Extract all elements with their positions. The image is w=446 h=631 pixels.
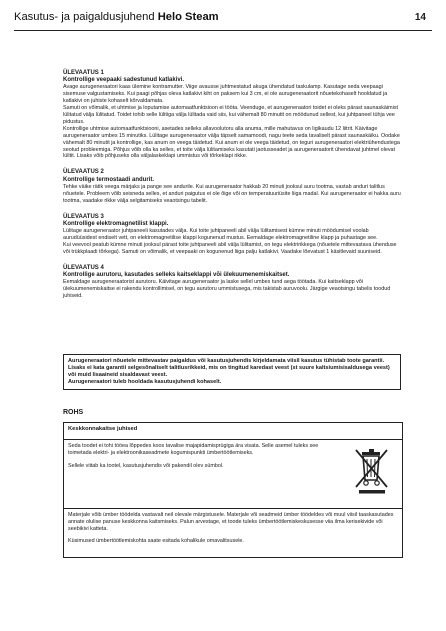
check-paragraph: Lülitage aurugeneraator juhtpaneeli kasutades välja. Kui toite juhtpaneeli abil välja lülitamisest kümne minuti möödumisel voolab aurudüüsidest endiselt vett, on elektromagnetilise klappi kogunenud mustus. Eemaldage elektromagnetiline klapp ja puhastage see. [63,227,378,241]
check-paragraph: Avage aurugeneraatori kaas ülemine kontramutter. Viige avausse juhtmestatud akuga ühendatud taskulamp. Kasutage seda veepaagi sisemuse valgustamiseks. Kui paagi põhjas oleva katlakivi kiht on paksem kui 3 cm, ei ole aurugeneraatorit nõuetekohaselt hooldatud ja katlakivi on juhiste kohaselt kõrvaldamata. [63,84,388,105]
check-paragraph: Eemaldage aurugeneraatorist aurutoru. Käivitage aurugeneraator ja laske sellel umbes tund aega töötada. Kui kaitseklapp või ülekuumenemiskaitse ei rakendu kontrollimisel, on tegu aurutoru ummistusega, mis takistab auruvoolu. Järgige veaotsingu tabelis toodud juhiseid. [63,278,391,299]
notice-line: Lisaks ei kata garantii selgesõnaliselt talitlusrikkeid, mis on tingitud karedast veest (st suure kaltsiumisisaldusega veest) või muid lisaaineid sisaldavast veest. [68,365,390,378]
product-name: Helo Steam [157,11,219,23]
recycling-paragraph: Küsimused ümbertöötlemiskohta saate esitada kohalikule omavalitsusele. [68,538,244,545]
crossed-out-wheelie-bin-icon [350,446,394,496]
check-title: Kontrollige veepaaki sadestunud katlakivi. [63,77,185,84]
check-paragraph: Kui veevool peatub kümne minuti jooksul pärast toite juhtpaneeli abil välja lülitamist, on tegu elektririkkega (nõuetele mittevastava ühenduse või trükkplaadi tõrkega). Samuti on võimalik, et veepaaki on kogunenud liiga palju katlakivi. Vaadake lõevatust 1 käsitlevaid suuniseid. [63,241,397,255]
check-label: ÜLEVAATUS 3 [63,213,104,220]
check-label: ÜLEVAATUS 2 [63,169,104,176]
notice-line: Aurugeneraatori tuleb hooldada kasutusjuhendi kohaselt. [68,379,222,385]
page-number: 14 [414,12,426,23]
title-text: Kasutus- ja paigaldusjuhend [14,11,158,23]
check-title: Kontrollige termostaadi andurit. [63,176,155,183]
table-heading: Keskkonnakaitse juhised [64,423,402,440]
disposal-paragraph: Sellele viitab ka tootel, kasutusjuhendis või pakendil olev sümbol. [68,462,224,469]
check-4 [63,265,401,300]
page-header [14,8,432,31]
check-title: Kontrollige elektromagnetilist klappi. [63,220,169,227]
maintenance-checks [63,70,401,309]
recycling-paragraph: Materjale võib ümber töödelda vastavalt neil olevale märgistusele. Materjale või seadmeid ümber töödeldes või muul viisil taaskasutades annate olulise panuse keskkonna kaitsmiseks. Palun arvestage, et toode tuleks ümbertöötlemiskeskusesse viia ilma kerisekivide või seebikivi kattetа. [68,512,394,532]
rohs-heading: ROHS [63,409,84,416]
disposal-paragraph: Seda toodet ei tohi tööea lõppedes koos tavalise majapidamisprügiga ära visata. Selle asemel tuleks see toimetada elektri- ja elektroonikaseadmete kogumispunkti ümbertöötlemiseks. [68,443,319,456]
disposal-text [68,443,338,469]
check-paragraph: Kontrollige uhtmise automaatfunktsiooni, asetades selleks allavoolutoru alla anuma, mille mahutavus on ligikaudu 12 liitrit. Käivitage aurugeneraator umbes 15 minutiks. Lülitage aurugeneraator välja täpselt samamoodi, nagu teete seda tavaliselt pärast saunaskäiku. Oodake vähemalt 80 minutit ja kontrollige, kas anum on veega täidetud. Kui anum ei ole veega täidetud, on teguri aurugeneraatori elektriühendustega seotud probleemiga. Põhjus võib olla ka selles, et toite välja lülitamiseks kasutati jaotusseadet ja aurugeneraatorit ühendavat juhtmel olevat lülitit. Lisaks võib põhjuseks olla väljalaskeklapi ummistus või tõrkeklapi rikke. [63,125,400,160]
check-2 [63,169,401,204]
document-title [14,11,219,23]
check-title: Kontrollige aurutoru, kasutades selleks kaitseklappi või ülekuumenemiskaitset. [63,271,290,278]
check-1 [63,70,401,160]
table-body-row [64,440,402,509]
notice-line: Aurugeneraatori nõuetele mittevastav paigaldus või kasutusjuhendis kirjeldamata viisil kasutus tühistab toote garantii. [68,358,385,364]
check-paragraph: Tehke väike rätik veega märjaks ja pange see andurile. Kui aurugeneraator hakkab 20 minuti jooksul auru tootma, vastab anduri talitlus nõuetele. Probleem võib seisneda selles, et anduri paigutus ei ole õige või on temperatuuriüsite liiga madal. Kui aurugeneraator ei hakka auru tootma, vaadake rikke välja selgitamiseks veaotsingu tabelit. [63,183,401,204]
warranty-notice-box [63,354,401,390]
recycling-text [64,509,402,557]
check-label: ÜLEVAATUS 1 [63,70,104,76]
check-label: ÜLEVAATUS 4 [63,264,104,271]
environment-table [63,422,403,558]
check-3 [63,214,401,256]
check-paragraph: Samuti on võimalik, et uhtmise ja loputamise automaatfunktsioon ei tööta. Veenduge, et aurugeneraatori toidet ei oleks pärast saunaskäimist lülitatud välja lülitatud. Toidet tohib selle lülitiga välja lülitada vaid siis, kui vähemalt 80 minutit on möödunud sellest, kui juhtpaneel tühja vee pidustus. [63,105,399,125]
